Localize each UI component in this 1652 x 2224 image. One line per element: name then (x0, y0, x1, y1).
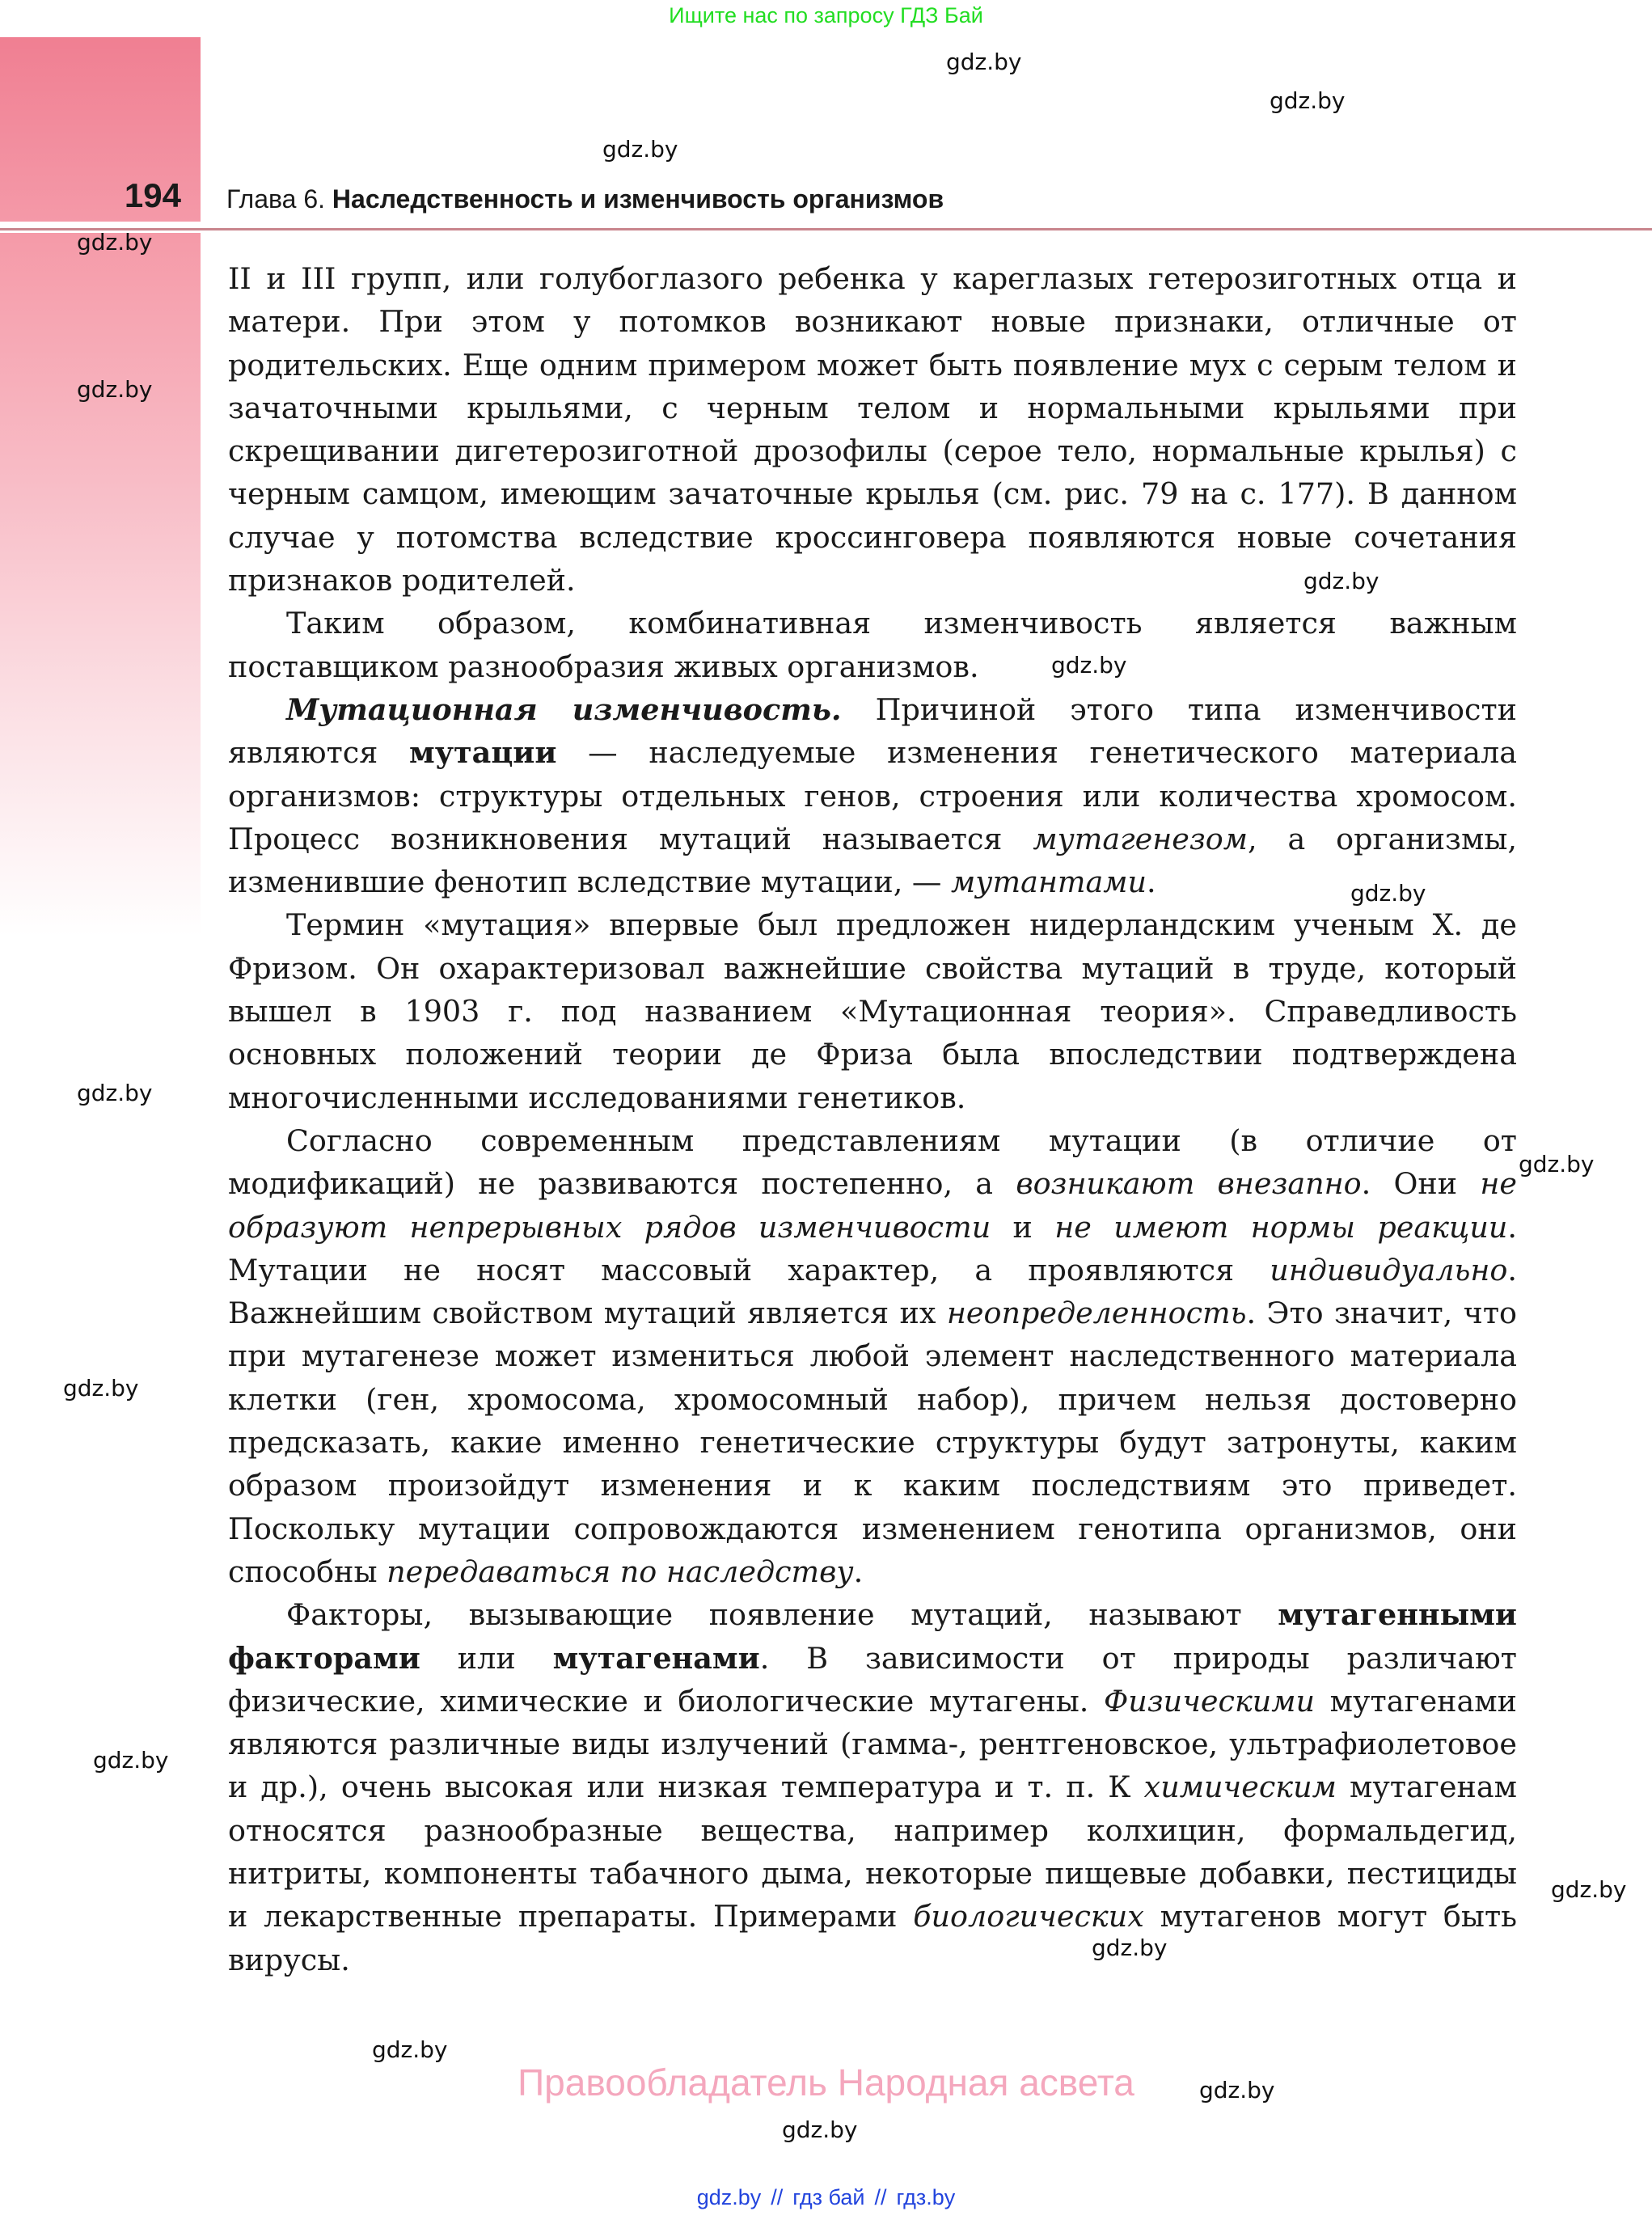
watermark-text: gdz.by (1270, 87, 1346, 114)
text-run: . (853, 1554, 864, 1589)
paragraph (228, 688, 1517, 903)
emphasis-term: неопределенность (946, 1296, 1247, 1331)
chapter-title: Наследственность и изменчивость организмов (332, 184, 944, 214)
emphasis-term: мутагенами (552, 1640, 760, 1676)
paragraph (228, 903, 1517, 1118)
emphasis-term: не имеют нормы реакции (1054, 1209, 1508, 1245)
text-run: Причиной этого типа изменчивости являются (228, 691, 1517, 771)
text-run: . Они (1361, 1166, 1481, 1202)
watermark-text: gdz.by (1519, 1151, 1595, 1178)
emphasis-term: мутагенными факторами (228, 1597, 1517, 1676)
emphasis-term: химическим (1143, 1769, 1337, 1805)
watermark-text: gdz.by (1199, 2077, 1275, 2103)
watermark-text: gdz.by (372, 2036, 448, 2063)
emphasis-term: индивидуально (1270, 1252, 1508, 1287)
watermark-text: gdz.by (77, 1080, 153, 1106)
text-run: мутагенов могут быть вирусы. (228, 1899, 1518, 1977)
emphasis-term: возникают внезапно (1016, 1166, 1362, 1202)
copyright-notice: Правообладатель Народная асвета (518, 2061, 1134, 2103)
text-run: или (420, 1640, 553, 1676)
running-head (226, 184, 944, 214)
body-text (228, 257, 1517, 1981)
text-run: Таким образом, комбинативная изменчивость является важным поставщиком разнообразия живых организмов. (228, 606, 1517, 684)
emphasis-term: мутантами (951, 865, 1147, 900)
text-run: . В зависимости от природы различают физические, химические и биологические мутагены. (228, 1640, 1518, 1719)
watermark-text: gdz.by (77, 229, 153, 256)
link-separator: // (771, 2185, 784, 2209)
text-run: . Мутации не носят массовый характер, а проявляются (228, 1209, 1517, 1287)
watermark-text: gdz.by (1092, 1934, 1168, 1961)
watermark-text: gdz.by (1303, 568, 1379, 594)
emphasis-term: Физическими (1103, 1683, 1316, 1719)
watermark-text: gdz.by (93, 1747, 169, 1774)
emphasis-term: мутации (408, 735, 557, 771)
footer-link[interactable]: гдз бай (792, 2185, 865, 2209)
text-run: . Это значит, что при мутагенезе может измениться любой элемент наследственного материала клетки (ген, хромосома, хромосомный набор), причем нельзя достоверно предсказать, какие именно генетические структуры будут затронуты, каким образом произойдут изменения и к каким последствиям это приведет. Поскольку мутации сопровождаются изменением генотипа организмов, они способны (228, 1296, 1517, 1589)
footer-links (0, 2185, 1652, 2210)
margin-gradient-decoration (0, 233, 201, 937)
emphasis-term: не образуют непрерывных рядов изменчивости (228, 1166, 1518, 1245)
text-run: и (991, 1209, 1055, 1245)
text-run: — наследуемые изменения генетического материала организмов: структуры отдельных генов, строения или количества хромосом. Процесс возникновения мутаций называется (228, 735, 1517, 856)
emphasis-term: Мутационная изменчивость. (286, 691, 842, 727)
footer-link[interactable]: гдз.by (896, 2185, 956, 2209)
text-run: . (1147, 865, 1156, 900)
text-run: Согласно современным представлениям мутации (в отличие от модификаций) не развиваются постепенно, а (228, 1123, 1517, 1202)
search-banner: Ищите нас по запросу ГДЗ Бай (669, 3, 983, 27)
text-run: Термин «мутация» впервые был предложен нидерландским ученым Х. де Фризом. Он охарактеризовал важнейшие свойства мутаций в труде, который вышел в 1903 г. под названием «Мутационная теория». Справедливость основных положений теории де Фриза была впоследствии подтверждена многочисленными исследованиями генетиков. (228, 907, 1517, 1115)
paragraph (228, 257, 1517, 602)
text-run: II и III групп, или голубоглазого ребенка у кареглазых гетерозиготных отца и матери. При этом у потомков возникают новые признаки, отличные от родительских. Еще одним примером может быть появление мух с серым телом и зачаточными крыльями, с черным телом и нормальными крыльями при скрещивании дигетерозиготной дрозофилы (серое тело, нормальные крылья) с черным самцом, имеющим зачаточные крылья (см. рис. 79 на с. 177). В данном случае у потомства вследствие кроссинговера появляются новые сочетания признаков родителей. (228, 261, 1517, 598)
watermark-text: gdz.by (1051, 652, 1127, 679)
watermark-text: gdz.by (1350, 880, 1426, 907)
text-run: Факторы, вызывающие появление мутаций, называют (286, 1597, 1278, 1633)
emphasis-term: передаваться по наследству (387, 1554, 854, 1589)
text-run: . Важнейшим свойством мутаций является их (228, 1252, 1517, 1331)
paragraph (228, 602, 1517, 688)
watermark-text: gdz.by (782, 2116, 858, 2143)
chapter-prefix: Глава 6. (226, 184, 326, 214)
text-run: мутагенами являются различные виды излучений (гамма-, рентгеновское, ультрафиолетовое и др.), очень высокая или низкая температура и т. п. К (228, 1683, 1517, 1805)
link-separator: // (874, 2185, 887, 2209)
text-run: , а организмы, изменившие фенотип вследствие мутации, — (228, 821, 1517, 900)
watermark-text: gdz.by (77, 376, 153, 403)
footer-link[interactable]: gdz.by (696, 2185, 762, 2209)
watermark-text: gdz.by (946, 49, 1022, 75)
emphasis-term: биологических (913, 1899, 1144, 1934)
emphasis-term: мутагенезом (1033, 821, 1248, 856)
watermark-text: gdz.by (1551, 1876, 1627, 1903)
page-number: 194 (124, 176, 181, 214)
paragraph (228, 1593, 1517, 1981)
watermark-text: gdz.by (63, 1375, 139, 1402)
text-run: мутагенам относятся разнообразные вещества, например колхицин, формальдегид, нитриты, компоненты табачного дыма, некоторые пищевые добавки, пестициды и лекарственные препараты. Примерами (228, 1769, 1517, 1934)
header-divider (0, 228, 1652, 230)
paragraph (228, 1119, 1517, 1593)
watermark-text: gdz.by (602, 136, 678, 163)
